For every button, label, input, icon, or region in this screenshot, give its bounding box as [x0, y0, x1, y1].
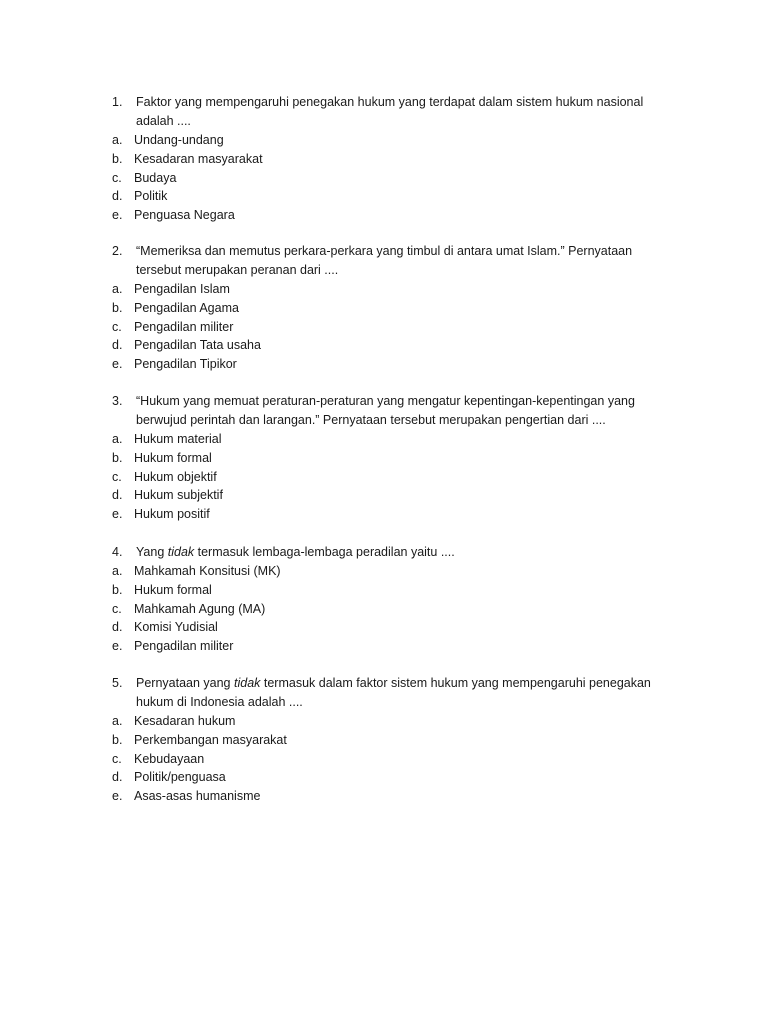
- question-number: 4.: [112, 545, 123, 559]
- option-d: [112, 486, 672, 505]
- option-a: [112, 562, 672, 581]
- option-e: [112, 787, 672, 806]
- question-4: [112, 543, 672, 656]
- question-text-emphasis: tidak: [167, 545, 195, 559]
- option-text: Pengadilan militer: [134, 639, 234, 654]
- option-letter: c.: [112, 319, 122, 334]
- option-text: Kebudayaan: [134, 751, 205, 766]
- question-stem: [112, 242, 672, 280]
- option-letter: d.: [112, 338, 123, 353]
- option-e: [112, 637, 672, 656]
- option-text: Hukum formal: [134, 450, 212, 465]
- option-letter: e.: [112, 357, 123, 372]
- option-letter: e.: [112, 507, 123, 522]
- option-letter: c.: [112, 469, 122, 484]
- question-number: 1.: [112, 95, 123, 109]
- option-letter: d.: [112, 189, 123, 204]
- question-stem: [112, 392, 672, 430]
- option-letter: b.: [112, 450, 123, 465]
- option-c: [112, 468, 672, 487]
- option-b: [112, 731, 672, 750]
- option-text: Mahkamah Agung (MA): [134, 601, 266, 616]
- option-text: Komisi Yudisial: [134, 620, 218, 635]
- option-text: Kesadaran hukum: [134, 714, 236, 728]
- option-text: Undang-undang: [134, 133, 224, 147]
- option-list: [112, 131, 672, 225]
- option-letter: b.: [112, 732, 123, 747]
- option-letter: c.: [112, 751, 122, 766]
- question-2: [112, 242, 672, 374]
- option-text: Pengadilan Agama: [134, 300, 239, 315]
- question-number: 3.: [112, 394, 123, 408]
- option-text: Hukum subjektif: [134, 488, 223, 503]
- option-text: Hukum material: [134, 432, 222, 446]
- option-letter: a.: [112, 714, 123, 728]
- question-5: [112, 674, 672, 806]
- option-letter: d.: [112, 620, 123, 635]
- question-text: Faktor yang mempengaruhi penegakan hukum yang terdapat dalam sistem hukum nasional adalah ....: [136, 95, 644, 128]
- option-text: Mahkamah Konsitusi (MK): [134, 564, 281, 578]
- question-text-after: termasuk dalam faktor sistem hukum yang mempengaruhi penegakan hukum di Indonesia adalah ....: [136, 676, 651, 709]
- option-e: [112, 206, 672, 225]
- question-text-emphasis: tidak: [234, 676, 261, 690]
- option-text: Hukum positif: [134, 507, 210, 522]
- option-letter: c.: [112, 601, 122, 616]
- option-text: Pengadilan militer: [134, 319, 234, 334]
- option-letter: e.: [112, 789, 123, 804]
- option-list: [112, 430, 672, 524]
- option-letter: c.: [112, 170, 122, 185]
- option-d: [112, 336, 672, 355]
- question-1: [112, 93, 672, 225]
- question-number: 5.: [112, 676, 123, 690]
- option-text: Budaya: [134, 170, 177, 185]
- question-3: [112, 392, 672, 524]
- option-b: [112, 150, 672, 169]
- option-list: [112, 280, 672, 374]
- option-b: [112, 449, 672, 468]
- question-text-after: termasuk lembaga-lembaga peradilan yaitu ....: [194, 545, 455, 559]
- option-text: Pengadilan Tipikor: [134, 357, 237, 372]
- option-letter: b.: [112, 582, 123, 597]
- question-text-before: Yang: [136, 545, 168, 559]
- option-c: [112, 750, 672, 769]
- question-text: [136, 674, 672, 712]
- option-letter: d.: [112, 770, 123, 785]
- option-text: Perkembangan masyarakat: [134, 732, 287, 747]
- option-d: [112, 618, 672, 637]
- option-letter: d.: [112, 488, 123, 503]
- option-a: [112, 430, 672, 449]
- question-text: “Memeriksa dan memutus perkara-perkara yang timbul di antara umat Islam.” Pernyataan tersebut merupakan peranan dari ....: [136, 244, 633, 277]
- question-stem: [112, 543, 672, 562]
- option-e: [112, 505, 672, 524]
- option-text: Politik/penguasa: [134, 770, 226, 785]
- option-list: [112, 562, 672, 656]
- option-c: [112, 318, 672, 337]
- option-c: [112, 600, 672, 619]
- option-letter: e.: [112, 208, 123, 223]
- option-letter: a.: [112, 432, 123, 446]
- option-text: Politik: [134, 189, 168, 204]
- option-text: Hukum objektif: [134, 469, 217, 484]
- option-text: Kesadaran masyarakat: [134, 151, 263, 166]
- option-d: [112, 187, 672, 206]
- question-text: [136, 543, 672, 562]
- option-letter: a.: [112, 133, 123, 147]
- question-stem: [112, 93, 672, 131]
- option-c: [112, 169, 672, 188]
- option-letter: a.: [112, 564, 123, 578]
- option-list: [112, 712, 672, 806]
- option-letter: e.: [112, 639, 123, 654]
- option-b: [112, 581, 672, 600]
- option-text: Pengadilan Tata usaha: [134, 338, 261, 353]
- option-text: Penguasa Negara: [134, 208, 235, 223]
- question-text-before: Pernyataan yang: [136, 676, 234, 690]
- option-text: Hukum formal: [134, 582, 212, 597]
- option-letter: a.: [112, 282, 123, 296]
- option-text: Pengadilan Islam: [134, 282, 230, 296]
- question-number: 2.: [112, 244, 123, 258]
- option-a: [112, 712, 672, 731]
- question-text: “Hukum yang memuat peraturan-peraturan yang mengatur kepentingan-kepentingan yang berwujud perintah dan larangan.” Pernyataan tersebut merupakan pengertian dari ....: [136, 394, 635, 427]
- option-text: Asas-asas humanisme: [134, 789, 261, 804]
- option-a: [112, 131, 672, 150]
- option-letter: b.: [112, 151, 123, 166]
- question-stem: [112, 674, 672, 712]
- option-d: [112, 768, 672, 787]
- option-letter: b.: [112, 300, 123, 315]
- option-b: [112, 299, 672, 318]
- option-e: [112, 355, 672, 374]
- option-a: [112, 280, 672, 299]
